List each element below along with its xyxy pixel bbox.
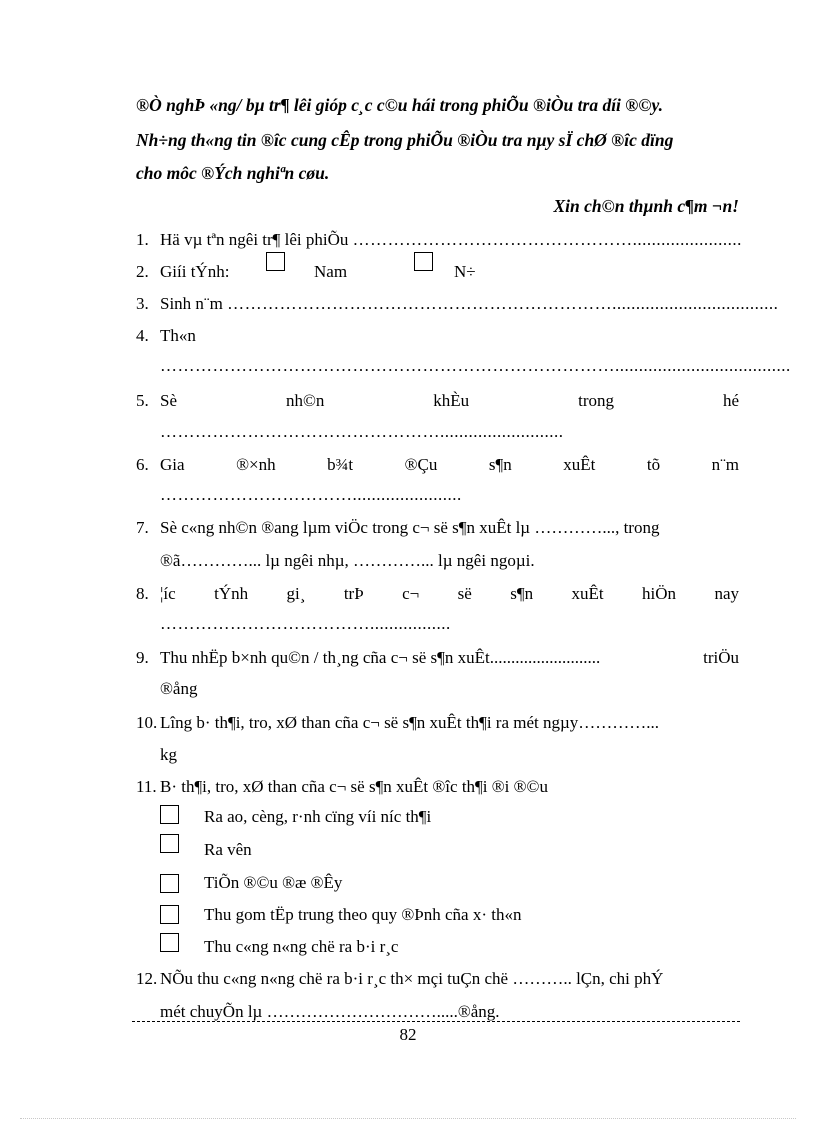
option-female-label: N÷: [454, 262, 476, 281]
question-number: 11.: [136, 777, 157, 796]
answer-field-household-size[interactable]: …………………………………………..........................: [160, 422, 564, 441]
question-number: 3.: [136, 294, 149, 313]
question-label: B· th¶i, tro, xØ than cña c¬ së s¶n xuÊt ®îc th¶i ®i ®©u: [160, 777, 548, 796]
intro-line-1: ®Ò nghÞ «ng/ bµ tr¶ lêi gióp c¸c c©u hái trong phiÕu ®iÒu tra díi ®©y.: [136, 95, 663, 115]
option-label: Ra vên: [204, 840, 252, 859]
checkbox-option-3[interactable]: [160, 874, 179, 893]
question-number: 9.: [136, 648, 149, 667]
question-number: 1.: [136, 230, 149, 249]
checkbox-option-4[interactable]: [160, 905, 179, 924]
question-label: Gia ®×nh b¾t ®Çu s¶n xuÊt tõ n¨m: [160, 455, 739, 474]
checkbox-male[interactable]: [266, 252, 285, 271]
answer-field-name[interactable]: ………………………………………….......................: [352, 230, 742, 249]
intro-line-2: Nh÷ng th«ng tin ®îc cung cÊp trong phiÕu ®iÒu tra nµy sÏ chØ ®îc dïng: [136, 130, 674, 150]
page-number: 82: [399, 1025, 417, 1044]
answer-field-value[interactable]: ……………………………….................: [160, 614, 451, 633]
question-number: 7.: [136, 518, 149, 537]
question-number: 10.: [136, 713, 158, 732]
intro-line-3: cho môc ®Ých nghiªn cøu.: [136, 163, 330, 183]
footer-divider: [132, 1021, 740, 1022]
answer-field-village[interactable]: …………………………………………………………………….....................................: [160, 356, 791, 375]
checkbox-female[interactable]: [414, 252, 433, 271]
question-label: Sinh n¨m: [160, 294, 223, 313]
question-number: 4.: [136, 326, 149, 345]
question-number: 5.: [136, 391, 149, 410]
question-label-cont: mét chuyÕn lµ ………………………….....®ång.: [160, 1002, 500, 1021]
question-number: 8.: [136, 584, 149, 603]
question-label: Hä vµ tªn ngêi tr¶ lêi phiÕu: [160, 230, 349, 249]
question-label: Sè nh©n khÈu trong hé: [160, 391, 739, 410]
page-edge: [20, 1118, 796, 1119]
question-label: Th«n: [160, 326, 196, 345]
question-label: Lîng b· th¶i, tro, xØ than cña c¬ së s¶n xuÊt th¶i ra mét ngµy…………...: [160, 713, 660, 732]
question-number: 6.: [136, 455, 149, 474]
question-label-cont: ®ång: [160, 679, 198, 698]
checkbox-option-2[interactable]: [160, 834, 179, 853]
checkbox-option-5[interactable]: [160, 933, 179, 952]
option-label: TiÕn ®©u ®æ ®Êy: [204, 873, 343, 892]
question-label-cont: kg: [160, 745, 177, 764]
question-number: 12.: [136, 969, 158, 988]
question-label: ¦íc tÝnh gi¸ trÞ c¬ së s¶n xuÊt hiÖn nay: [160, 584, 739, 603]
checkbox-option-1[interactable]: [160, 805, 179, 824]
question-label: Sè c«ng nh©n ®ang lµm viÖc trong c¬ së s¶n xuÊt lµ …………..., trong: [160, 518, 660, 537]
question-label: NÕu thu c«ng n«ng chë ra b·i r¸c th× mçi tuÇn chë ……….. lÇn, chi phÝ: [160, 969, 664, 988]
option-label: Thu gom tËp trung theo quy ®Þnh cña x· th«n: [204, 905, 522, 924]
answer-field-start-year[interactable]: …………………………….......................: [160, 485, 462, 504]
option-male-label: Nam: [314, 262, 348, 281]
question-label-cont: ®ã…………... lµ ngêi nhµ, …………... lµ ngêi ngoµi.: [160, 551, 535, 570]
question-number: 2.: [136, 262, 149, 281]
question-label: Giíi tÝnh:: [160, 262, 230, 281]
answer-field-birth-year[interactable]: …………………………………………………………...................................: [227, 294, 779, 313]
thanks-line: Xin ch©n thµnh c¶m ¬n!: [553, 196, 739, 216]
question-label: Thu nhËp b×nh qu©n / th¸ng cña c¬ së s¶n xuÊt.......................... triÖu: [160, 648, 739, 667]
option-label: Ra ao, cèng, r·nh cïng víi níc th¶i: [204, 807, 432, 826]
option-label: Thu c«ng n«ng chë ra b·i r¸c: [204, 937, 399, 956]
